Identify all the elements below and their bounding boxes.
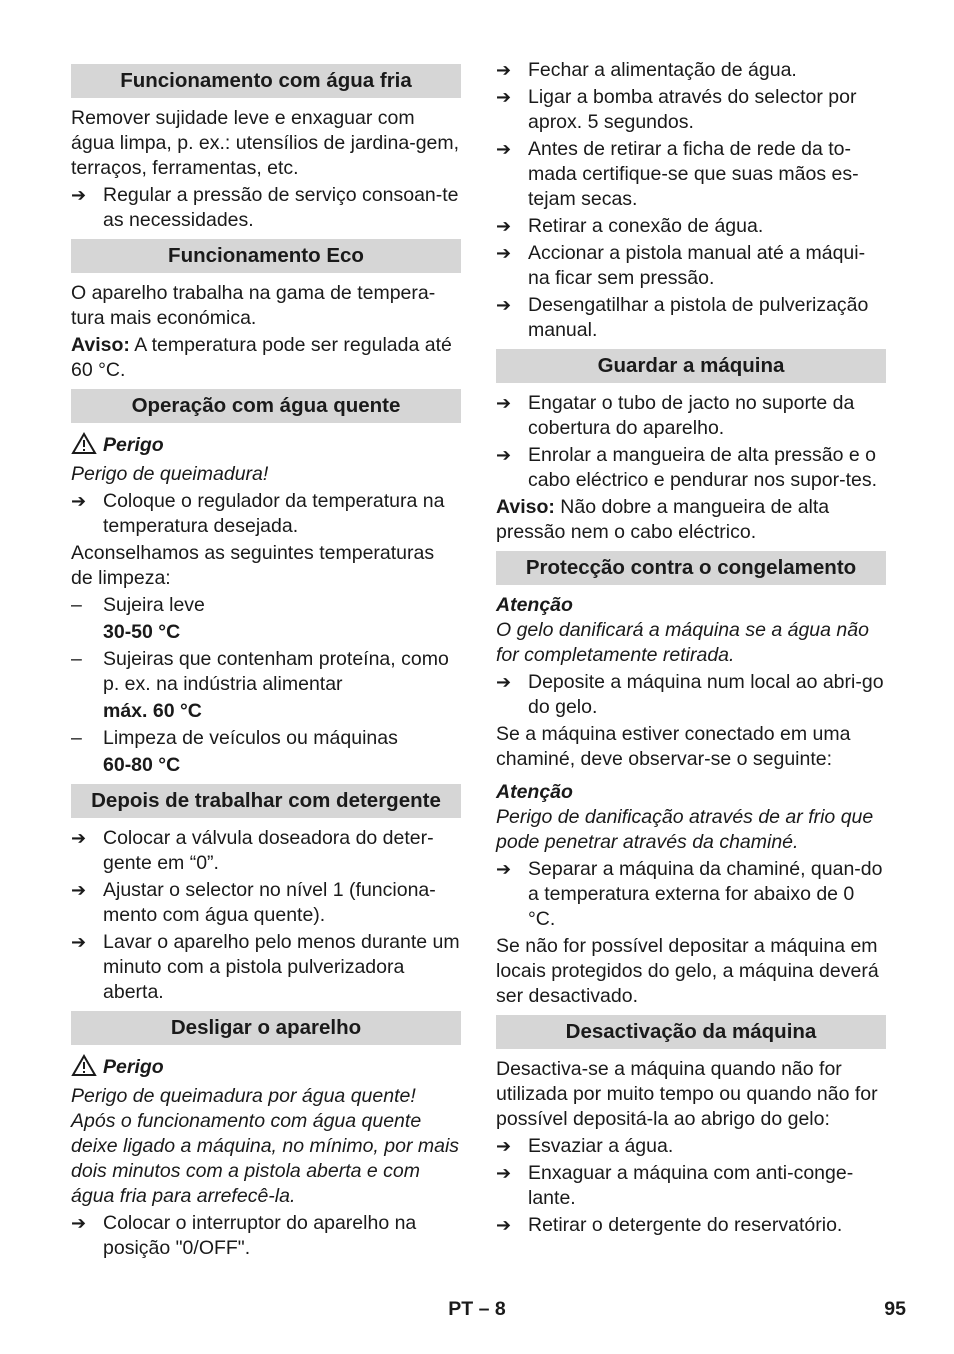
- arrow-icon: ➔: [496, 87, 512, 107]
- heading-switch-off: Desligar o aparelho: [71, 1011, 461, 1045]
- instruction-item: ➔ Retirar a conexão de água.: [496, 215, 764, 237]
- heading-after-detergent: Depois de trabalhar com detergente: [71, 784, 461, 818]
- arrow-icon: ➔: [496, 859, 512, 879]
- arrow-icon: ➔: [71, 828, 87, 848]
- paragraph: Se a máquina estiver conectado em uma chaminé, deve observar-se o seguinte:: [496, 723, 851, 770]
- instruction-item: ➔ Engatar o tubo de jacto no suporte da cobertura do aparelho.: [496, 392, 855, 439]
- heading-eco: Funcionamento Eco: [71, 239, 461, 273]
- note: Aviso: Não dobre a mangueira de alta pressão nem o cabo eléctrico.: [496, 496, 830, 543]
- heading-hot-water: Operação com água quente: [71, 389, 461, 423]
- footer-section-label: PT – 8: [448, 1298, 506, 1320]
- arrow-icon: ➔: [496, 1136, 512, 1156]
- temperature-value: 30-50 °C: [103, 621, 181, 643]
- arrow-icon: ➔: [496, 295, 512, 315]
- arrow-icon: ➔: [71, 1213, 87, 1233]
- page-number: 95: [884, 1298, 906, 1320]
- arrow-icon: ➔: [71, 491, 87, 511]
- right-column: [496, 58, 886, 1240]
- instruction-item: ➔ Retirar o detergente do reservatório.: [496, 1214, 843, 1236]
- attention-label: Atenção: [496, 781, 573, 803]
- list-item: – Sujeiras que contenham proteína, como p. ex. na indústria alimentar: [71, 648, 449, 695]
- instruction-item: ➔ Enrolar a mangueira de alta pressão e o cabo eléctrico e pendurar nos supor-tes.: [496, 444, 878, 491]
- paragraph: Aconselhamos as seguintes temperaturas de limpeza:: [71, 542, 435, 589]
- instruction-item: ➔ Ajustar o selector no nível 1 (funciona-mento com água quente).: [71, 879, 436, 926]
- arrow-icon: ➔: [496, 216, 512, 236]
- temperature-value: 60-80 °C: [103, 754, 181, 776]
- list-item: – Sujeira leve: [71, 594, 205, 616]
- instruction-item: ➔ Coloque o regulador da temperatura na temperatura desejada.: [71, 490, 445, 537]
- arrow-icon: ➔: [496, 139, 512, 159]
- instruction-item: ➔ Colocar o interruptor do aparelho na posição "0/OFF".: [71, 1212, 417, 1259]
- instruction-item: ➔ Fechar a alimentação de água.: [496, 59, 797, 81]
- instruction-item: ➔ Regular a pressão de serviço consoan-te as necessidades.: [71, 184, 459, 231]
- arrow-icon: ➔: [71, 880, 87, 900]
- warning-triangle-icon: [71, 1054, 97, 1078]
- heading-cold-water: Funcionamento com água fria: [71, 64, 461, 98]
- arrow-icon: ➔: [496, 243, 512, 263]
- instruction-item: ➔ Lavar o aparelho pelo menos durante um minuto com a pistola pulverizadora aberta.: [71, 931, 460, 1003]
- note: Aviso: A temperatura pode ser regulada até 60 °C.: [71, 334, 452, 381]
- paragraph: Desactiva-se a máquina quando não for utilizada por muito tempo ou quando não for possível depositá-la ao abrigo do gelo:: [496, 1058, 878, 1130]
- arrow-icon: ➔: [496, 1163, 512, 1183]
- attention-text: O gelo danificará a máquina se a água não for completamente retirada.: [496, 619, 869, 666]
- instruction-item: ➔ Ligar a bomba através do selector por aprox. 5 segundos.: [496, 86, 857, 133]
- instruction-item: ➔ Desengatilhar a pistola de pulverização manual.: [496, 294, 869, 341]
- danger-text: Perigo de queimadura por água quente! Após o funcionamento com água quente deixe ligado a máquina, no mínimo, por mais dois minutos com a pistola aberta e com água fria para arrefecê-la.: [71, 1085, 460, 1207]
- arrow-icon: ➔: [71, 185, 87, 205]
- attention-label: Atenção: [496, 594, 573, 616]
- paragraph: Se não for possível depositar a máquina em locais protegidos do gelo, a máquina deverá ser desactivado.: [496, 935, 879, 1007]
- instruction-item: ➔ Accionar a pistola manual até a máqui-na ficar sem pressão.: [496, 242, 866, 289]
- arrow-icon: ➔: [496, 445, 512, 465]
- instruction-item: ➔ Separar a máquina da chaminé, quan-do a temperatura externa for abaixo de 0 °C.: [496, 858, 883, 930]
- attention-text: Perigo de danificação através de ar frio que pode penetrar através da chaminé.: [496, 806, 874, 853]
- arrow-icon: ➔: [496, 672, 512, 692]
- heading-frost-protection: Protecção contra o congelamento: [496, 551, 886, 585]
- paragraph: O aparelho trabalha na gama de tempera-tura mais económica.: [71, 282, 436, 329]
- dash-bullet: –: [71, 594, 82, 616]
- dash-bullet: –: [71, 727, 82, 749]
- paragraph: Remover sujidade leve e enxaguar com água limpa, p. ex.: utensílios de jardina-gem, terraços, ferramentas, etc.: [71, 107, 460, 179]
- danger-text: Perigo de queimadura!: [71, 463, 269, 485]
- temperature-value: máx. 60 °C: [103, 700, 202, 722]
- arrow-icon: ➔: [496, 393, 512, 413]
- arrow-icon: ➔: [496, 60, 512, 80]
- heading-store-machine: Guardar a máquina: [496, 349, 886, 383]
- arrow-icon: ➔: [496, 1215, 512, 1235]
- heading-decommission: Desactivação da máquina: [496, 1015, 886, 1049]
- instruction-item: ➔ Enxaguar a máquina com anti-conge-lante.: [496, 1162, 854, 1209]
- left-column: [71, 58, 461, 1263]
- danger-label: Perigo: [71, 1055, 461, 1080]
- instruction-item: ➔ Colocar a válvula doseadora do deter-gente em “0”.: [71, 827, 434, 874]
- instruction-item: ➔ Antes de retirar a ficha de rede da to-mada certifique-se que suas mãos es-tejam secas.: [496, 138, 859, 210]
- dash-bullet: –: [71, 648, 82, 670]
- instruction-item: ➔ Esvaziar a água.: [496, 1135, 674, 1157]
- danger-label: Perigo: [71, 433, 461, 458]
- arrow-icon: ➔: [71, 932, 87, 952]
- warning-triangle-icon: [71, 432, 97, 456]
- instruction-item: ➔ Deposite a máquina num local ao abri-go do gelo.: [496, 671, 884, 718]
- list-item: – Limpeza de veículos ou máquinas: [71, 727, 398, 749]
